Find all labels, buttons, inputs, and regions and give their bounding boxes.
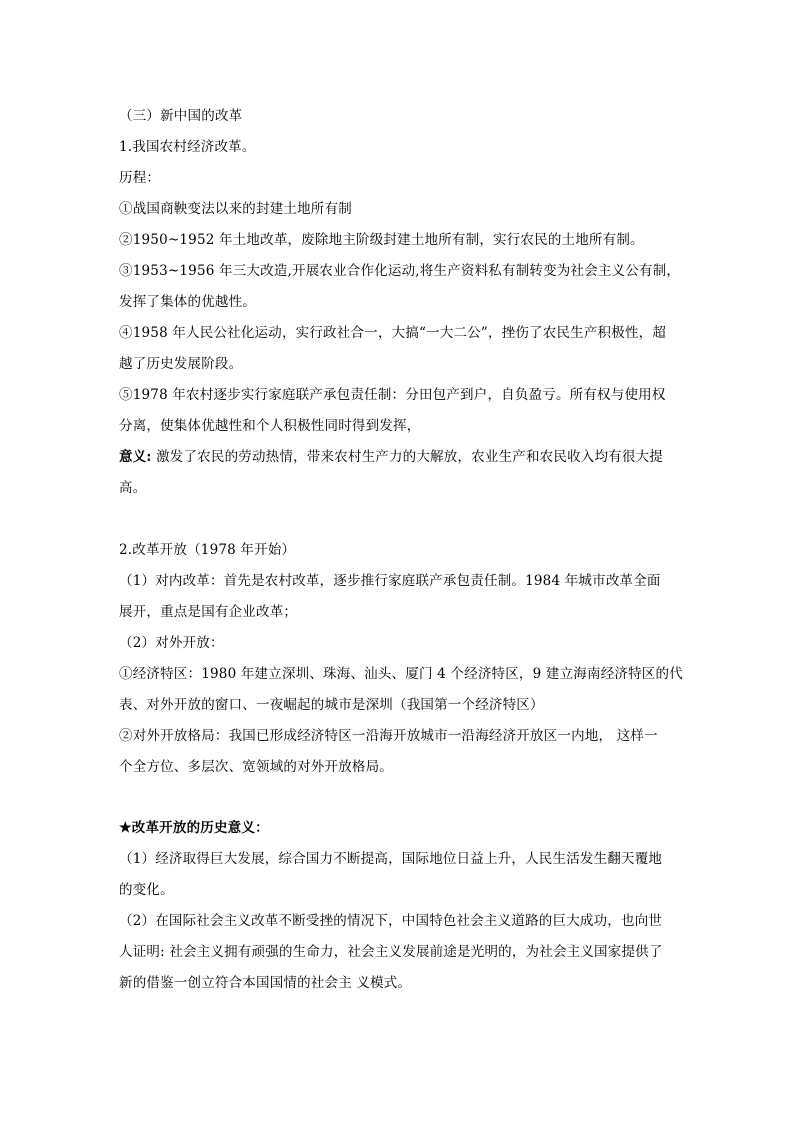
history-item: ②1950~1952 年土地改革，废除地主阶级封建土地所有制，实行农民的土地所有制。 (119, 232, 644, 248)
reform-line: ②对外开放格局：我国已形成经济特区一沿海开放城市一沿海经济开放区一内地， 这样一 (119, 728, 658, 744)
significance-item: 新的借鉴一创立符合本国国情的社会主 义模式。 (119, 975, 412, 991)
part3-heading-text: 改革开放的历史意义： (131, 820, 269, 836)
history-label: 历程： (119, 170, 161, 186)
section-title: （三）新中国的改革 (119, 108, 243, 124)
reform-line: 个全方位、多层次、宽领域的对外开放格局。 (119, 759, 393, 775)
history-item-continuation: 越了历史发展阶段。 (119, 356, 243, 372)
reform-line: 表、对外开放的窗口、一夜崛起的城市是深圳（我国第一个经济特区） (119, 697, 544, 713)
history-item: ⑤1978 年农村逐步实行家庭联产承包责任制：分田包产到户，自负盈亏。所有权与使用权 (119, 387, 666, 403)
history-item: ①战国商鞅变法以来的封建土地所有制 (119, 201, 352, 217)
reform-line: 展开，重点是国有企业改革； (119, 604, 298, 620)
part1-heading: 1.我国农村经济改革。 (119, 139, 256, 155)
reform-line: （1）对内改革：首先是农村改革，逐步推行家庭联产承包责任制。1984 年城市改革全面 (119, 573, 661, 589)
part2-heading: 2.改革开放（1978 年开始） (119, 542, 296, 558)
part3-heading (119, 813, 679, 844)
history-item: ③1953~1956 年三大改造,开展农业合作化运动,将生产资料私有制转变为社会主义公有制， (119, 263, 681, 279)
document-body (119, 101, 683, 999)
significance-item: 人证明: 社会主义拥有顽强的生命力，社会主义发展前途是光明的，为社会主义国家提供了 (119, 944, 663, 960)
paragraph-gap (119, 783, 679, 813)
history-item: ④1958 年人民公社化运动，实行政社合一，大搞“一大二公”，挫伤了农民生产积极性，超 (119, 325, 667, 341)
star-icon: ★ (119, 820, 132, 836)
significance-paragraph (119, 442, 679, 473)
significance-text: 激发了农民的劳动热情，带来农村生产力的大解放，农业生产和农民收入均有很大提 (151, 449, 663, 465)
significance-item: （2）在国际社会主义改革不断受挫的情况下，中国特色社会主义道路的巨大成功，也向世 (119, 913, 663, 929)
reform-line: （2）对外开放： (119, 635, 224, 651)
significance-item: 的变化。 (119, 882, 174, 898)
significance-label: 意义: (119, 449, 152, 465)
reform-line: ①经济特区：1980 年建立深圳、珠海、汕头、厦门 4 个经济特区，9 建立海南经济特区的代 (119, 666, 683, 682)
significance-item: （1）经济取得巨大发展，综合国力不断提高，国际地位日益上升，人民生活发生翻天覆地 (119, 851, 663, 867)
significance-continuation: 高。 (119, 480, 147, 496)
paragraph-gap (119, 504, 679, 535)
history-item-continuation: 分离，使集体优越性和个人积极性同时得到发挥， (119, 418, 421, 434)
history-item-continuation: 发挥了集体的优越性。 (119, 294, 256, 310)
